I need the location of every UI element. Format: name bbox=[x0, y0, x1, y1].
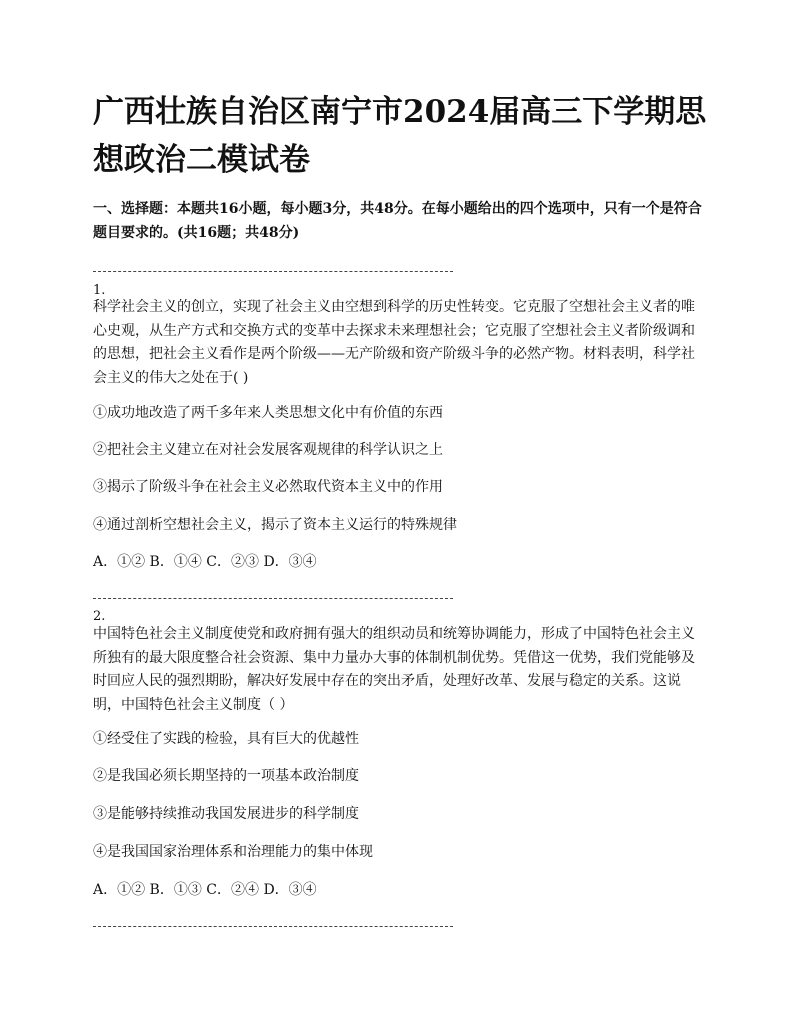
question-1-option-4: ④通过剖析空想社会主义，揭示了资本主义运行的特殊规律 bbox=[93, 517, 457, 533]
question-1-number: 1. bbox=[93, 283, 106, 298]
divider bbox=[93, 598, 453, 599]
question-2-choices: A．①② B．①③ C．②④ D．③④ bbox=[93, 882, 317, 898]
question-1-stem: 科学社会主义的创立，实现了社会主义由空想到科学的历史性转变。它克服了空想社会主义者的唯心史观，从生产方式和交换方式的变革中去探求未来理想社会；它克服了空想社会主义者阶级调和的思想，把社会主义看作是两个阶级——无产阶级和资产阶级斗争的必然产物。材料表明，科学社会主义的伟大之处在于( ) bbox=[93, 299, 695, 386]
question-2-option-4: ④是我国国家治理体系和治理能力的集中体现 bbox=[93, 844, 373, 860]
page-title: 广西壮族自治区南宁市2024届高三下学期思想政治二模试卷 bbox=[93, 94, 707, 178]
question-1-option-3: ③揭示了阶级斗争在社会主义必然取代资本主义中的作用 bbox=[93, 479, 443, 495]
question-2-number: 2. bbox=[93, 609, 106, 624]
question-2-option-3: ③是能够持续推动我国发展进步的科学制度 bbox=[93, 806, 359, 822]
question-2-option-1: ①经受住了实践的检验，具有巨大的优越性 bbox=[93, 731, 359, 747]
divider bbox=[93, 271, 453, 272]
question-1-option-1: ①成功地改造了两千多年来人类思想文化中有价值的东西 bbox=[93, 405, 443, 421]
question-1-option-2: ②把社会主义建立在对社会发展客观规律的科学认识之上 bbox=[93, 442, 443, 458]
divider bbox=[93, 926, 453, 927]
question-2-option-2: ②是我国必须长期坚持的一项基本政治制度 bbox=[93, 768, 359, 784]
question-1-choices: A．①② B．①④ C．②③ D．③④ bbox=[93, 554, 317, 570]
section-header: 一、选择题：本题共16小题，每小题3分，共48分。在每小题给出的四个选项中，只有一个是符合题目要求的。(共16题；共48分) bbox=[93, 201, 702, 241]
question-2-stem: 中国特色社会主义制度使党和政府拥有强大的组织动员和统筹协调能力，形成了中国特色社会主义所独有的最大限度整合社会资源、集中力量办大事的体制机制优势。凭借这一优势，我们党能够及时回应人民的强烈期盼，解决好发展中存在的突出矛盾，处理好改革、发展与稳定的关系。这说明，中国特色社会主义制度（ ） bbox=[93, 626, 695, 713]
